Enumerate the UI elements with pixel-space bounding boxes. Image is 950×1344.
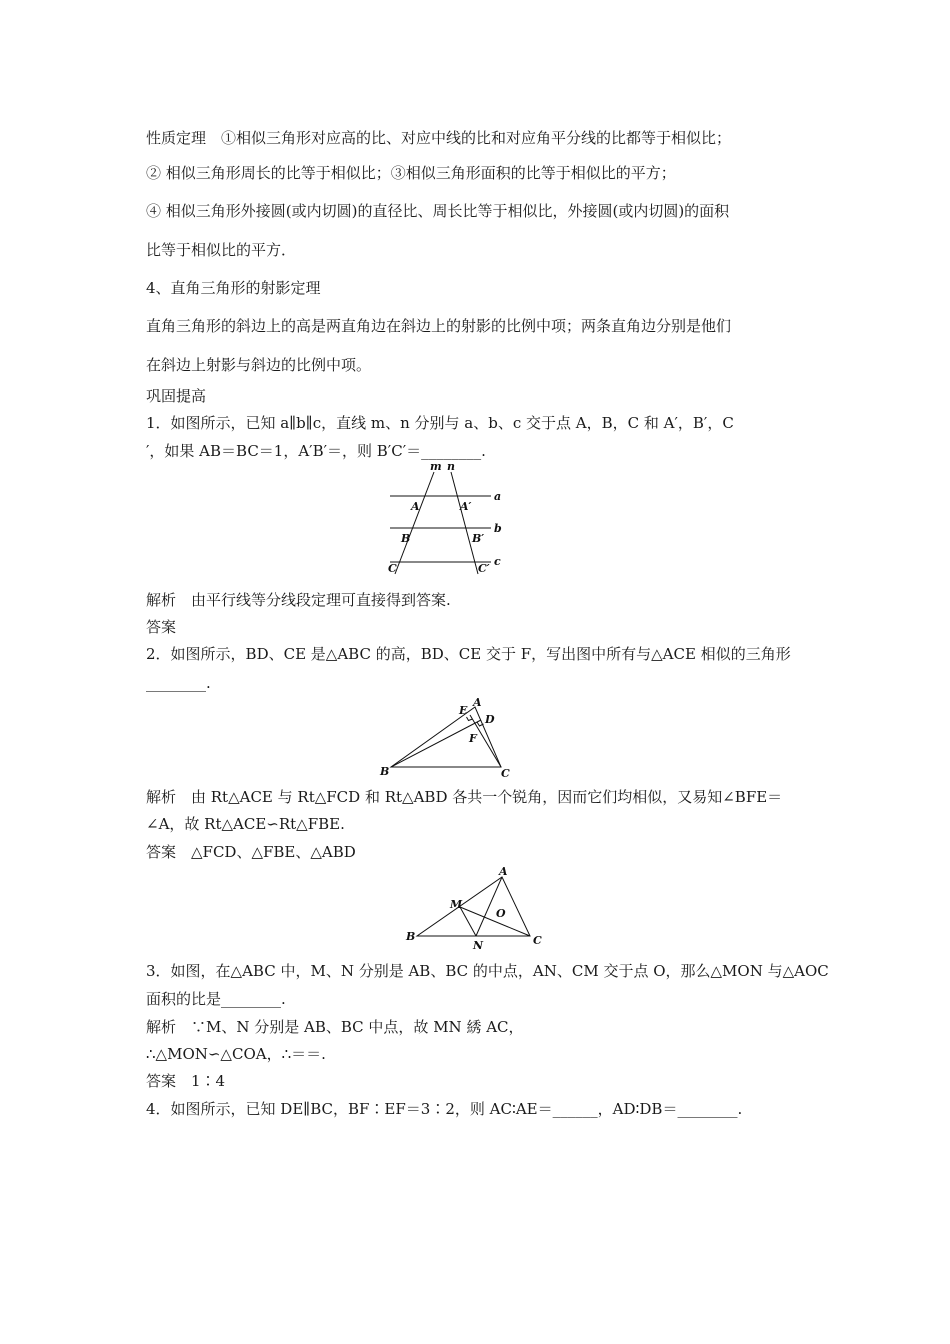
property-theorem-line: 性质定理 ①相似三角形对应高的比、对应中线的比和对应角平分线的比都等于相似比； <box>146 129 732 147</box>
label-m: m <box>430 460 442 473</box>
question-2-line-1: 2．如图所示，BD、CE 是△ABC 的高，BD、CE 交于 F，写出图中所有与△ACE 相似的三角形 <box>146 645 791 663</box>
figure-parallel-lines <box>378 462 508 580</box>
question-3-line-1: 3．如图，在△ABC 中，M、N 分别是 AB、BC 的中点，AN、CM 交于点 O，那么△MON 与△AOC <box>146 962 829 980</box>
label-C-prime: C′ <box>478 562 490 575</box>
label-C: C <box>533 934 542 947</box>
property-4-continuation: 比等于相似比的平方． <box>146 241 297 259</box>
segment-MN <box>460 907 476 936</box>
label-B: B <box>406 930 416 943</box>
label-E: E <box>459 704 468 717</box>
question-3-analysis-line-2: ∴△MON∽△COA，∴＝＝. <box>146 1045 326 1063</box>
label-N: N <box>473 939 484 952</box>
label-D: D <box>485 713 495 726</box>
label-C: C <box>388 562 397 575</box>
property-4-line: ④ 相似三角形外接圆(或内切圆)的直径比、周长比等于相似比，外接圆(或内切圆)的面积 <box>146 202 730 220</box>
label-F: F <box>469 732 477 745</box>
figure-midpoints-triangle <box>400 867 550 957</box>
question-1-answer: 答案 <box>146 618 177 636</box>
question-1-analysis: 解析 由平行线等分线段定理可直接得到答案. <box>146 591 451 609</box>
projection-theorem-line: 直角三角形的斜边上的高是两直角边在斜边上的射影的比例中项；两条直角边分别是他们 <box>146 317 732 335</box>
question-2-line-2: ________. <box>146 674 211 692</box>
label-A-prime: A′ <box>460 500 472 513</box>
triangle-ABC <box>417 877 530 936</box>
question-3-line-2: 面积的比是________. <box>146 990 286 1008</box>
question-1-line-2: ′，如果 AB＝BC＝1，A′B′＝，则 B′C′＝________. <box>146 442 486 460</box>
section-heading-projection-theorem: 4、直角三角形的射影定理 <box>146 279 321 297</box>
projection-theorem-continuation: 在斜边上射影与斜边的比例中项。 <box>146 356 372 374</box>
segment-CM <box>460 907 530 936</box>
label-B-prime: B′ <box>472 532 485 545</box>
label-B: B <box>380 765 390 778</box>
label-A: A <box>499 865 508 878</box>
question-4-line: 4．如图所示，已知 DE∥BC，BF∶EF＝3∶2，则 AC∶AE＝______，AD∶DB＝________. <box>146 1100 743 1118</box>
transversal-m <box>395 472 434 574</box>
question-2-answer: 答案 △FCD、△FBE、△ABD <box>146 843 356 861</box>
question-1-line-1: 1．如图所示，已知 a∥b∥c，直线 m、n 分别与 a、b、c 交于点 A，B，C 和 A′，B′，C <box>146 414 734 432</box>
question-2-analysis-line-2: ∠A，故 Rt△ACE∽Rt△FBE. <box>146 815 345 833</box>
label-C: C <box>501 767 510 780</box>
label-n: n <box>447 460 455 473</box>
label-c: c <box>494 555 501 568</box>
label-b: b <box>494 522 502 535</box>
question-3-analysis-line-1: 解析 ∵M、N 分别是 AB、BC 中点，故 MN 綉 AC， <box>146 1018 524 1036</box>
label-a: a <box>494 490 502 503</box>
label-B: B <box>401 532 411 545</box>
label-A: A <box>411 500 420 513</box>
question-2-analysis-line-1: 解析 由 Rt△ACE 与 Rt△FCD 和 Rt△ABD 各共一个锐角，因而它们均相似，又易知∠BFE＝ <box>146 788 783 806</box>
label-O: O <box>496 907 506 920</box>
label-M: M <box>450 898 463 911</box>
question-3-answer: 答案 1∶4 <box>146 1072 226 1090</box>
property-2-3-line: ② 相似三角形周长的比等于相似比；③相似三角形面积的比等于相似比的平方； <box>146 164 676 182</box>
transversal-n <box>451 472 478 574</box>
figure-altitudes-triangle <box>375 697 515 781</box>
altitude-BD <box>391 720 481 767</box>
label-A: A <box>473 696 482 709</box>
section-heading-practice: 巩固提高 <box>146 387 207 405</box>
